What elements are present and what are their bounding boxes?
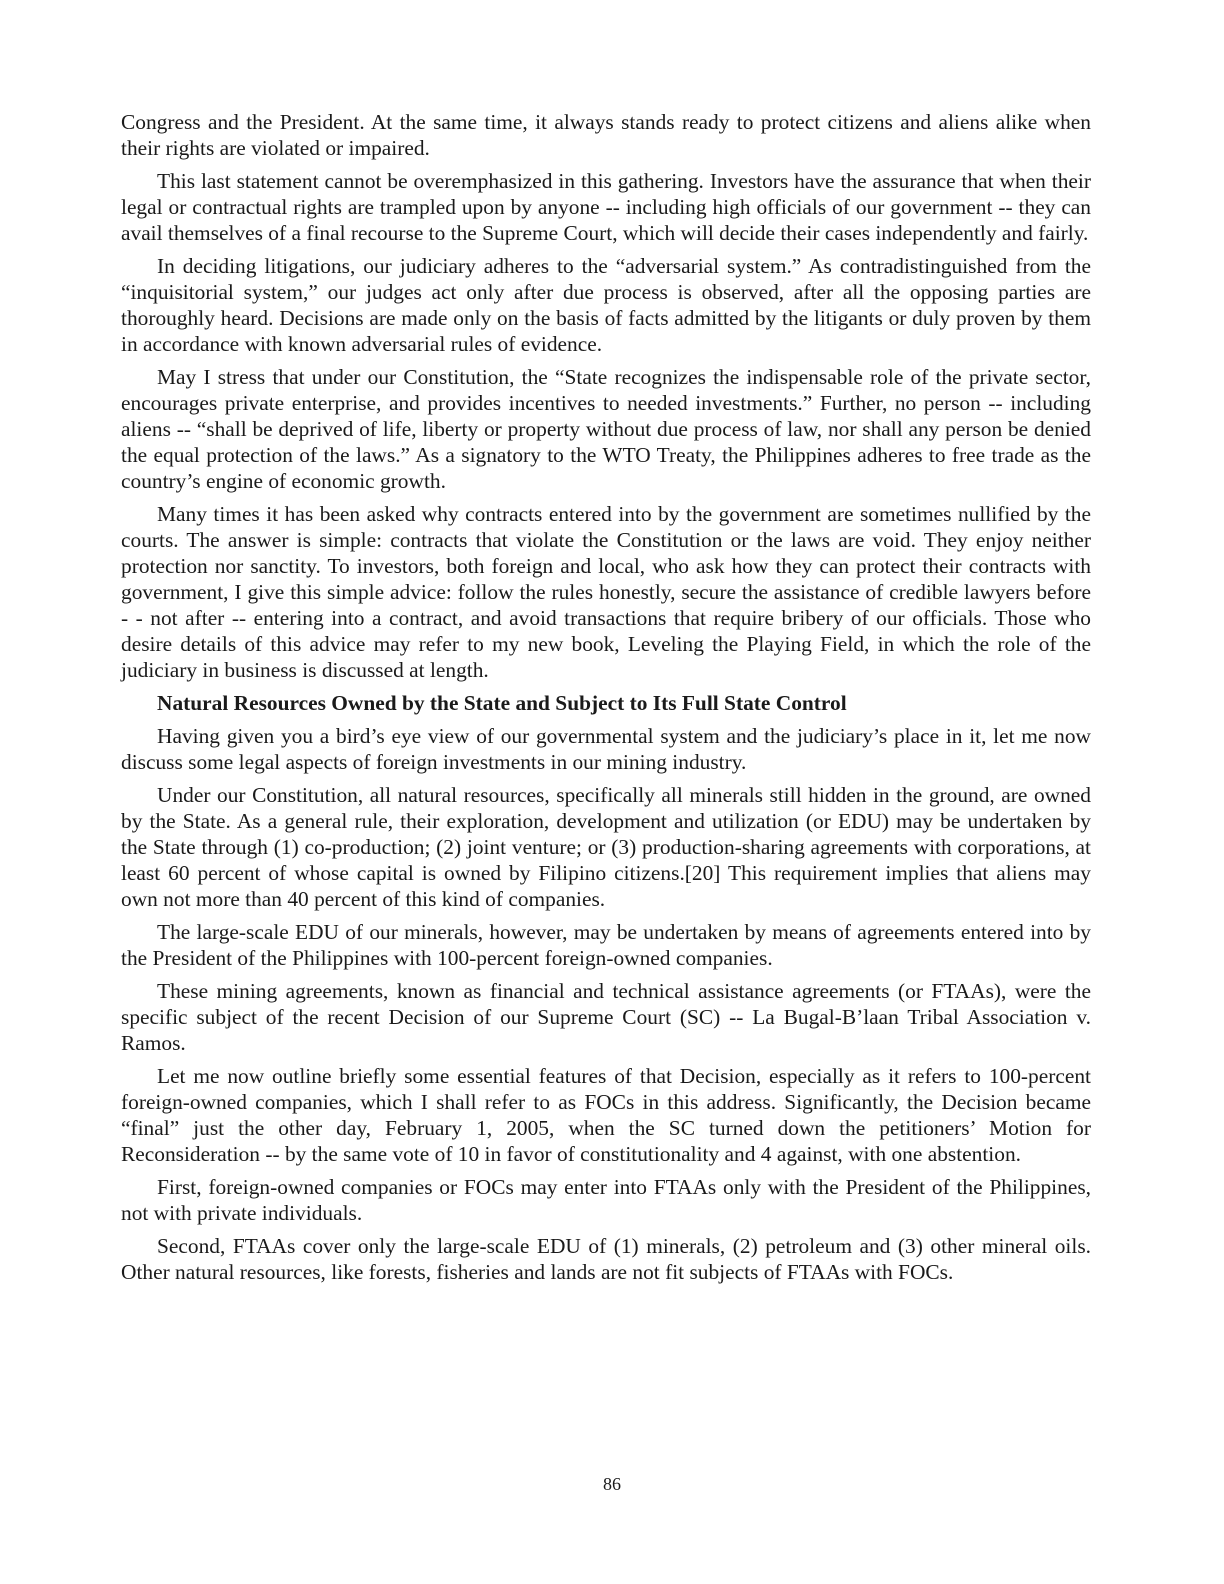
paragraph: Second, FTAAs cover only the large-scale EDU of (1) minerals, (2) petroleum and (3) other mineral oils. Other natural resources, like forests, fisheries and lands are not fit subjects of FTAAs with FOCs. [121, 1234, 1091, 1284]
paragraph: Having given you a bird’s eye view of our governmental system and the judiciary’s place in it, let me now discuss some legal aspects of foreign investments in our mining industry. [121, 724, 1091, 774]
page-number: 86 [603, 1474, 621, 1494]
page-body [121, 109, 1091, 1292]
paragraph: This last statement cannot be overemphasized in this gathering. Investors have the assurance that when their legal or contractual rights are trampled upon by anyone -- including high officials of our government -- they can avail themselves of a final recourse to the Supreme Court, which will decide their cases independently and fairly. [121, 169, 1091, 245]
section-heading: Natural Resources Owned by the State and Subject to Its Full State Control [157, 691, 847, 715]
paragraph: These mining agreements, known as financial and technical assistance agreements (or FTAAs), were the specific subject of the recent Decision of our Supreme Court (SC) -- La Bugal-B’laan Tribal Association v. Ramos. [121, 979, 1091, 1055]
paragraph: Let me now outline briefly some essential features of that Decision, especially as it refers to 100-percent foreign-owned companies, which I shall refer to as FOCs in this address. Significantly, the Decision became “final” just the other day, February 1, 2005, when the SC turned down the petitioners’ Motion for Reconsideration -- by the same vote of 10 in favor of constitutionality and 4 against, with one abstention. [121, 1064, 1091, 1166]
paragraph: May I stress that under our Constitution, the “State recognizes the indispensable role of the private sector, encourages private enterprise, and provides incentives to needed investments.” Further, no person -- including aliens -- “shall be deprived of life, liberty or property without due process of law, nor shall any person be denied the equal protection of the laws.” As a signatory to the WTO Treaty, the Philippines adheres to free trade as the country’s engine of economic growth. [121, 365, 1091, 493]
paragraph: First, foreign-owned companies or FOCs may enter into FTAAs only with the President of the Philippines, not with private individuals. [121, 1175, 1091, 1225]
paragraph: In deciding litigations, our judiciary adheres to the “adversarial system.” As contradistinguished from the “inquisitorial system,” our judges act only after due process is observed, after all the opposing parties are thoroughly heard. Decisions are made only on the basis of facts admitted by the litigants or duly proven by them in accordance with known adversarial rules of evidence. [121, 254, 1091, 356]
paragraph: The large-scale EDU of our minerals, however, may be undertaken by means of agreements entered into by the President of the Philippines with 100-percent foreign-owned companies. [121, 920, 1091, 970]
paragraph: Under our Constitution, all natural resources, specifically all minerals still hidden in the ground, are owned by the State. As a general rule, their exploration, development and utilization (or EDU) may be undertaken by the State through (1) co-production; (2) joint venture; or (3) production-sharing agreements with corporations, at least 60 percent of whose capital is owned by Filipino citizens.[20] This requirement implies that aliens may own not more than 40 percent of this kind of companies. [121, 783, 1091, 911]
paragraph-continuation: Congress and the President. At the same time, it always stands ready to protect citizens and aliens alike when their rights are violated or impaired. [121, 110, 1091, 160]
paragraph: Many times it has been asked why contracts entered into by the government are sometimes nullified by the courts. The answer is simple: contracts that violate the Constitution or the laws are void. They enjoy neither protection nor sanctity. To investors, both foreign and local, who ask how they can protect their contracts with government, I give this simple advice: follow the rules honestly, secure the assistance of credible lawyers before - - not after -- entering into a contract, and avoid transactions that require bribery of our officials. Those who desire details of this advice may refer to my new book, Leveling the Playing Field, in which the role of the judiciary in business is discussed at length. [121, 502, 1091, 682]
